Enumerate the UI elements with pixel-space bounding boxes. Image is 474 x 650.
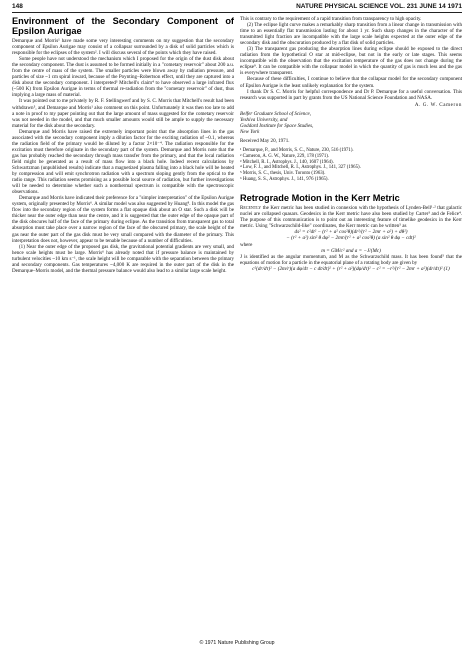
copyright-footer: © 1971 Nature Publishing Group xyxy=(199,640,275,646)
equation: − (r² + a²) sin² θ dφ² − 2mr/(r² + a² cos²θ) (a sin² θ dφ − cdt)² xyxy=(286,235,416,242)
paragraph: Because of these difficulties, I continue to believe that the collapsar model for the secondary component of Epsilon Aurigae is the least unlikely explanation for the system. xyxy=(240,76,462,89)
equation: c²(dr/dτ)² − (2m/r)(a dφ/dτ − c dt/dτ)² + (r² + a²)(dφ/dτ)² − c² = −r²/(r² − 2mr + a²)(dr/dτ)² (1) xyxy=(252,266,450,273)
header-rule xyxy=(12,12,462,13)
affiliation-line: Yeshiva University, and xyxy=(240,116,288,123)
reference-item: ⁵ Morris, S. C., thesis, Univ. Toronto (1963). xyxy=(240,171,326,177)
paragraph: Some people have not understood the mechanism which I proposed for the origin of the dust disk about the secondary component. The dust is assumed to be formed initially in a "cometary reservoir" about 200 a.u. from the centre of mass of the system. The smaller particles were blown away by radiation pressure, and particles of size ~1 cm spiral inward, because of the Poynting–Robertson effect, until they are captured into a disk about the secondary component. I interpreted³ Mitchell's claim⁴ to have observed a large infrared flux (~500 K) from Epsilon Aurigae in terms of thermal re-radiation from the "cometary reservoir" of dust, thus implying a large mass of material. xyxy=(12,56,234,99)
equation: ds² = c²dt² − (r² + a² cos²θ)(dr²/(r² − 2mr + a²) + dθ²) xyxy=(294,228,408,235)
paragraph: It was pointed out to me privately by R. F. Stellingwerf and by S. C. Morris that Mitchell's result had been withdrawn⁵, and Demarque and Morris¹ also comment on this point. Unfortunately it was then too late to add a note in proof to my paper pointing out that the large amount of mass suggested for the cometary reservoir was not needed in the model, and that much smaller amounts would still be ample to supply the necessary material for the disk about the secondary. xyxy=(12,98,234,129)
paragraph: (2) The eclipse light curve makes a remarkably sharp transition from a linear change in transmission with time to an essentially flat transmission lasting for about 1 yr. Such sharp changes in the character of the transmitted light fraction are incompatible with the large scale heights expected at the outer edge of the secondary disk and the obscuration produced by a flat disk of solid particles. xyxy=(240,22,462,47)
paragraph: Demarque and Morris have raised the extremely important point that the absorption lines in the gas associated with the secondary component imply a dilution factor for the exciting radiation of ~0.1, whereas the radiation field of the primary would be diluted by a factor 2×10⁻⁴. The radiation responsible for the excitation must therefore originate in the secondary part of the system. Demarque and Morris note that the gas has probably reached the secondary through mass transfer from the primary, and that the local radiation field might be generated as a result of mass flow into a black hole. Indeed recent calculations by Schwartzman (unpublished results) indicate that a magnetized plasma falling into a black hole will be heated by compression and will emit synchrotron radiation with a spectrum sloping gently from the optical to the radio range. This radiation seems promising as a possible local source of radiation, but further investigations will be needed to determine whether such a nonthermal spectrum is compatible with the spectroscopic observations. xyxy=(12,128,234,196)
paragraph xyxy=(240,205,462,229)
equation: m = GM/c² and a = −J/(Mc) xyxy=(321,247,381,254)
paragraph-text: the Kerr metric has been studied in connexion with the hypothesis of Lynden-Bell¹·² that galactic nuclei are collapsed quasars. Geodesics in the Kerr metric have also been studied by Carter³ and de Felice⁴. The purpose of this communication is to point out an interesting feature of timelike geodesics in the Kerr metric. Using "Schwarzschild-like" coordinates, the Kerr metric can be written⁵ as xyxy=(240,204,462,229)
paragraph: This is contrary to the requirement of a rapid transition from transparency to high opacity. xyxy=(240,16,422,22)
paragraph: I thank Dr S. C. Morris for helpful correspondence and Dr P. Demarque for a useful conversation. This research was supported in part by grants from the US National Science Foundation and NASA. xyxy=(240,88,462,101)
where-label: where xyxy=(240,241,253,248)
paragraph: Demarque and Morris¹ have made some very interesting comments on my suggestion that the secondary component of Epsilon Aurigae may consist of a collapsar surrounded by a disk of solid particles which is responsible for the eclipses of the system². I will discuss several of the points which they have raised. xyxy=(12,38,234,57)
affiliation-line: Goddard Institute for Space Studies, xyxy=(240,122,314,129)
reference-item: ⁴ Low, F. J., and Mitchell, R. I., Astrophys. J., 141, 327 (1965). xyxy=(240,165,361,171)
reference-item: ¹ Demarque, P., and Morris, S. C., Nature, 230, 516 (1971). xyxy=(240,147,354,153)
reference-item: ² Cameron, A. G. W., Nature, 229, 178 (1971). xyxy=(240,153,330,159)
page-number: 148 xyxy=(12,3,23,10)
reference-item: ⁶ Huang, S. S., Astrophys. J., 141, 976 (1965). xyxy=(240,176,329,182)
article-title: Environment of the Secondary Component of Epsilon Aurigae xyxy=(12,16,234,36)
reference-list xyxy=(240,148,462,183)
lead-word: Recently xyxy=(240,204,262,211)
left-column xyxy=(12,16,234,274)
right-column xyxy=(240,16,462,273)
affiliation xyxy=(240,111,462,135)
author-name: A. G. W. Cameron xyxy=(414,101,462,108)
affiliation-line: Belfer Graduate School of Science, xyxy=(240,110,312,117)
paragraph: Demarque and Morris have indicated their preference for a "simpler interpretation" of the Epsilon Aurigae system, originally presented by Morris⁶. A similar model was also suggested by Huang⁸. In this model the gas flow into the secondary region of the system forms a flat opaque disk about an O star. Such a disk will be thicker near the outer edge than near the centre, and it is suggested that the outer edge of the opaque part of the disk obscures half of the face of the primary during eclipse. As the transition from transparent gas to total absorption must take place over a narrow region of the face of the obscured primary, the scale height of the gas near the outer part of the gas disk must be very small compared with the diameter of the primary. This interpretation does not, however, appear to be tenable because of a number of difficulties. xyxy=(12,195,234,244)
paragraph: J is identified as the angular momentum, and M as the Schwarzschild mass. It has been found⁵ that the equations of motion for a particle in the equatorial plane of a rotating body are given by xyxy=(240,254,462,267)
reference-item: ³ Mitchell, R. I., Astrophys. J., 140, 1607 (1964). xyxy=(240,159,334,165)
paragraph: (3) The transparent gas producing the absorption lines during eclipse should be exposed to the direct radiation from the hypothetical O star at mid-eclipse, but not in the early or late stages. This seems incompatible with the observation that the excitation temperature of the gas does not change during the eclipse⁹. It can be compatible with the collapsar model in which the quantity of gas is much less and the gas is everywhere transparent. xyxy=(240,46,462,77)
received-date: Received May 20, 1971. xyxy=(240,137,290,144)
journal-citation: NATURE PHYSICAL SCIENCE VOL. 231 JUNE 14 1971 xyxy=(296,3,462,10)
paragraph: (1) Near the outer edge of the proposed gas disk, the gravitational potential gradients are very small, and hence scale heights must be large. Morris⁶ has already noted that if pressure balance is maintained by turbulent velocities ~10 km s⁻¹, the scale height will be comparable with the separation between the primary and secondary components. Gas temperatures ~4,000 K are required in the outer part of the disk in the Demarque–Morris model, and the thermal pressure balance would also lead to a similar large scale height. xyxy=(12,243,234,274)
article-title-2: Retrograde Motion in the Kerr Metric xyxy=(240,192,400,203)
affiliation-line: New York xyxy=(240,128,260,135)
